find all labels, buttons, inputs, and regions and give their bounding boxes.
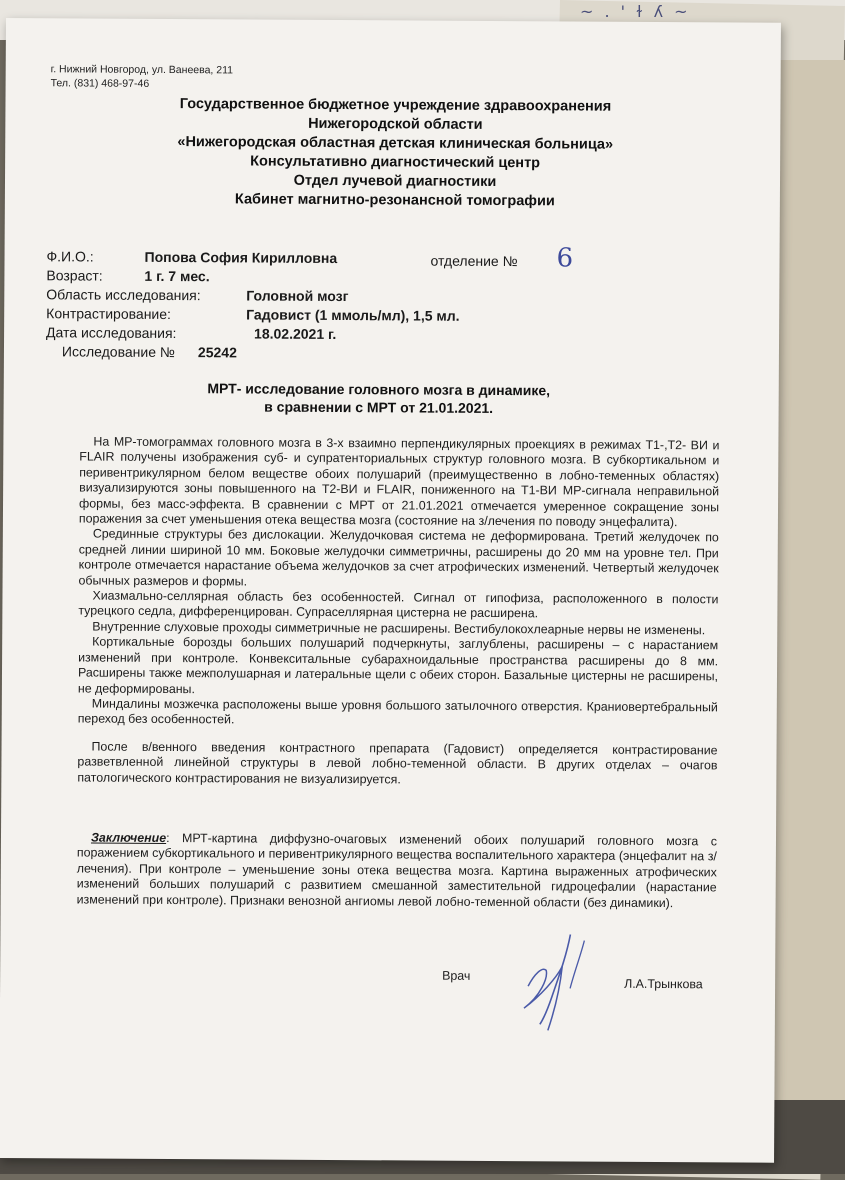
address-line: г. Нижний Новгород, ул. Ванеева, 211 [50,63,234,77]
paragraph: После в/венного введения контрастного препарата (Гадовист) определяется контрастирование разветвленной линейной структуры в левой лобно-теменной области. В других отделах – очагов патологического контрастирования не визуализируется. [77,739,718,786]
study-label: Исследование № [61,343,175,361]
address-block [51,62,233,91]
conclusion-label: Заключение [90,830,167,845]
phone-line: Тел. (831) 468-97-46 [50,77,150,90]
study-value: 25242 [197,344,237,361]
conclusion-text: : МРТ-картина диффузно-очаговых изменений обоих полушарий головного мозга с поражением субкортикального и перивентрикулярного вещества воспалительного характера (энцефалит на з/лечения). При контроле – уменьшение зоны отека вещества мозга. Картина выраженных атрофических изменений больших полушарий с развитием смешанной заместительной гидроцефалии (нарастание изменений при контроле). Признаки венозной ангиомы левой лобно-теменной области (без динамики). [76,830,718,910]
title-line: в сравнении с МРТ от 21.01.2021. [264,398,494,416]
area-label: Область исследования: [46,286,201,304]
doctor-name: Л.А.Трынкова [624,976,703,992]
age-value: 1 г. 7 мес. [144,267,210,285]
paragraph: На МР-томограммах головного мозга в 3-х взаимно перпендикулярных проекциях в режимах Т1-,Т2- ВИ и FLAIR получены изображения суб- и супратенториальных структур головного мозга. В субкортикальном и перивентрикулярном белом веществе обоих полушарий (преимущественно в лобно-теменных областях) визуализируются зоны повышенного на Т2-ВИ и FLAIR, пониженного на Т1-ВИ МР-сигнала неправильной формы, без масс-эффекта. В сравнении с МРТ от 21.01.2021 отмечается умеренное сокращение зоны поражения за счет уменьшения отека вещества мозга (состояние на з/лечения по поводу энцефалита). [78,434,720,530]
age-label: Возраст: [46,267,103,284]
paragraph: Кортикальные борозды больших полушарий подчеркнуты, заглублены, расширены – с нарастанием изменений при контроле. Конвекситальные субарахноидальные пространства расширены до 8 мм. Расширены также межполушарная и латеральные щели с обеих сторон. Базальные цистерны не расширены, не деформированы. [77,634,719,696]
header-line: Государственное бюджетное учреждение здравоохранения [179,96,612,115]
date-label: Дата исследования: [46,324,177,342]
date-value: 18.02.2021 г. [254,325,337,343]
dept-value: 6 [556,243,574,274]
fio-label: Ф.И.О.: [46,248,94,265]
paragraph: Хиазмально-селлярная область без особенностей. Сигнал от гипофиза, расположенного в полости турецкого седла, дифференцирован. Супраселлярная цистерна не расширена. [78,588,719,621]
signature [500,926,611,1037]
header-line: Консультативно диагностический центр [250,153,541,172]
report-title [164,379,594,418]
header-line: Отдел лучевой диагностики [293,172,497,190]
report-body [77,434,719,789]
contrast-label: Контрастирование: [46,305,172,323]
institution-header [85,94,706,212]
header-line: Нижегородской области [308,115,483,133]
paragraph: Срединные структуры без дислокации. Желудочковая система не деформирована. Третий желудочек по средней линии шириной 10 мм. Боковые желудочки симметричны, расширены до 20 мм на уровне тел. При контроле отмечается нарастание объема желудочков за счет атрофических изменений. Четвертый желудочек обычных размеров и формы. [78,526,719,589]
document-sheet [0,18,781,1163]
header-line: «Нижегородская областная детская клиническая больница» [177,134,614,153]
contrast-value: Гадовист (1 ммоль/мл), 1,5 мл. [246,306,460,324]
area-value: Головной мозг [246,287,349,305]
title-line: МРТ- исследование головного мозга в динамике, [207,380,551,399]
paragraph: Миндалины мозжечка расположены выше уровня большого затылочного отверстия. Краниовертебральный переход без особенностей. [77,696,718,727]
doctor-label: Врач [442,968,471,983]
fio-value: Попова София Кирилловна [144,248,338,267]
paragraph: Внутренние слуховые проходы симметричные не расширены. Вестибулокохлеарные нервы не изменены. [92,619,706,638]
conclusion [77,830,717,911]
header-line: Кабинет магнитно-резонансной томографии [234,191,555,210]
handwritten-note: ~ . ' ɫ ʎ ~ [580,2,691,21]
dept-label: отделение № [430,252,518,270]
